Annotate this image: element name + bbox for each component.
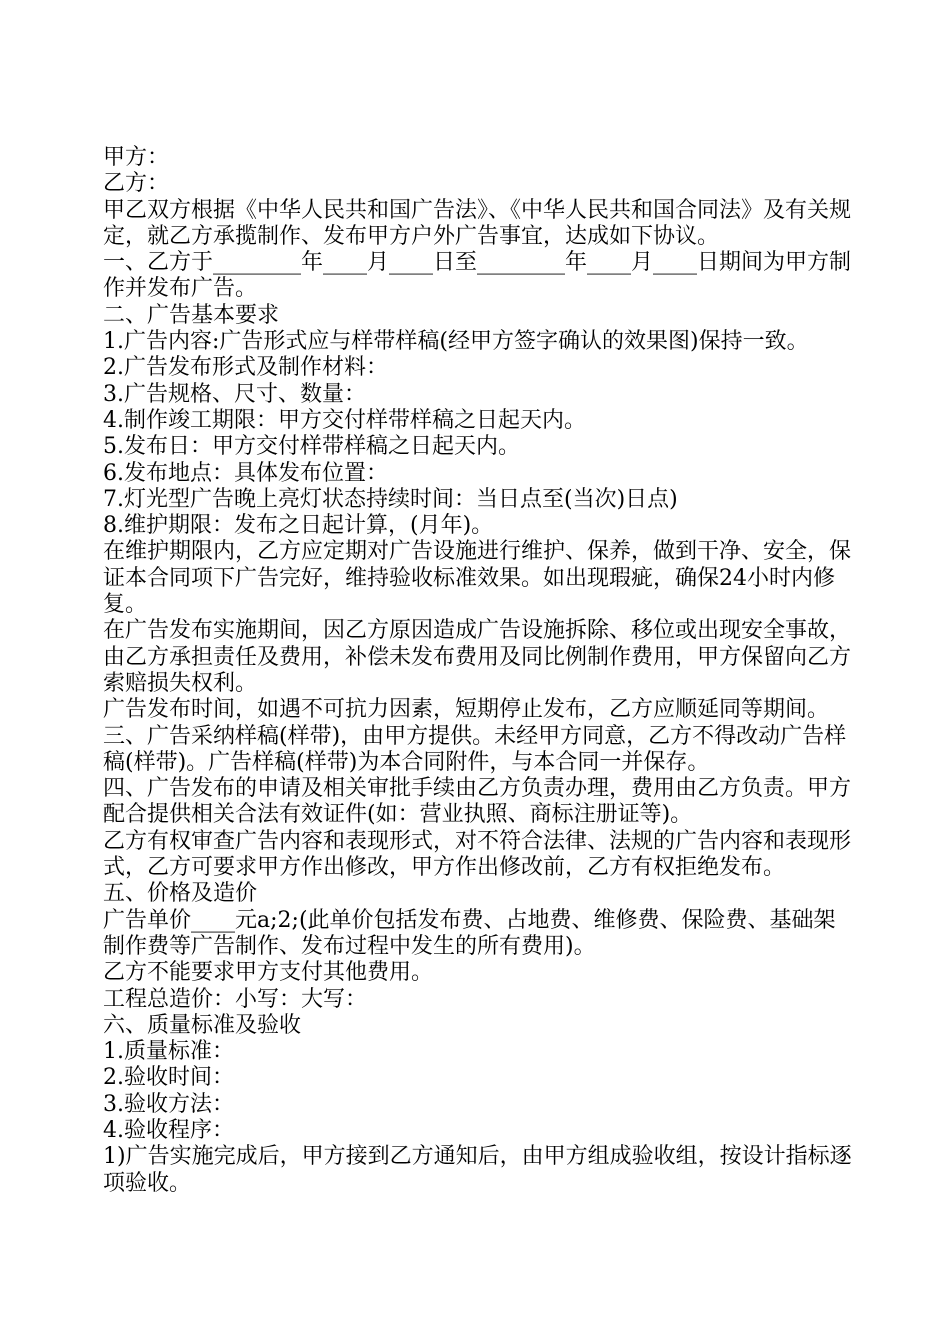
contract-document — [103, 145, 855, 1197]
preamble-paragraph: 甲乙双方根据《中华人民共和国广告法》、《中华人民共和国合同法》及有关规定，就乙方承揽制作、发布甲方户外广告事宜，达成如下协议。 — [103, 197, 852, 249]
item-maintenance-period: 8.维护期限：发布之日起计算，(月年)。 — [103, 513, 494, 539]
item-publish-date: 5.发布日：甲方交付样带样稿之日起天内。 — [103, 434, 520, 460]
maintenance-paragraph: 在维护期限内，乙方应定期对广告设施进行维护、保养，做到干净、安全，保证本合同项下广告完好，维持验收标准效果。如出现瑕疵，确保24小时内修复。 — [103, 539, 852, 618]
review-rights-paragraph: 乙方有权审查广告内容和表现形式，对不符合法律、法规的广告内容和表现形式，乙方可要求甲方作出修改，甲方作出修改前，乙方有权拒绝发布。 — [103, 828, 852, 881]
total-cost-line: 工程总造价：小写：大写： — [103, 986, 368, 1012]
item-acceptance-method: 3.验收方法： — [103, 1091, 234, 1117]
item-lighting-duration: 7.灯光型广告晚上亮灯状态持续时间：当日点至(当次)日点) — [103, 486, 678, 512]
no-extra-fees-line: 乙方不能要求甲方支付其他费用。 — [103, 960, 434, 986]
procedure-step-1: 1)广告实施完成后，甲方接到乙方通知后，由甲方组成验收组，按设计指标逐项验收。 — [103, 1144, 852, 1196]
item-ad-content: 1.广告内容:广告形式应与样带样稿(经甲方签字确认的效果图)保持一致。 — [103, 329, 809, 355]
section-2-heading: 二、广告基本要求 — [103, 302, 280, 328]
section-5-heading: 五、价格及造价 — [103, 881, 258, 907]
unit-price-paragraph: 广告单价____元a;2;(此单价包括发布费、占地费、维修费、保险费、基础架制作费等广告制作、发布过程中发生的所有费用)。 — [103, 907, 836, 959]
item-quality-standard: 1.质量标准： — [103, 1039, 234, 1065]
item-ad-specs: 3.广告规格、尺寸、数量： — [103, 381, 366, 407]
party-a-line: 甲方： — [103, 145, 170, 170]
item-ad-form-materials: 2.广告发布形式及制作材料： — [103, 355, 388, 381]
clause-1-period: 一、乙方于________年____月____日至________年____月____日期间为甲方制作并发布广告。 — [103, 250, 852, 302]
item-completion-deadline: 4.制作竣工期限：甲方交付样带样稿之日起天内。 — [103, 407, 586, 433]
item-publish-location: 6.发布地点：具体发布位置： — [103, 460, 388, 486]
item-acceptance-procedure: 4.验收程序： — [103, 1117, 234, 1143]
section-4-approval-paragraph: 四、广告发布的申请及相关审批手续由乙方负责办理，费用由乙方负责。甲方配合提供相关合法有效证件(如：营业执照、商标注册证等)。 — [103, 776, 852, 828]
item-acceptance-time: 2.验收时间： — [103, 1065, 234, 1091]
party-b-line: 乙方： — [103, 171, 170, 197]
section-6-heading: 六、质量标准及验收 — [103, 1012, 302, 1038]
liability-paragraph: 在广告发布实施期间，因乙方原因造成广告设施拆除、移位或出现安全事故，由乙方承担责任及费用，补偿未发布费用及同比例制作费用，甲方保留向乙方索赔损失权利。 — [103, 618, 852, 696]
section-3-sample-paragraph: 三、广告采纳样稿(样带)，由甲方提供。未经甲方同意，乙方不得改动广告样稿(样带)。广告样稿(样带)为本合同附件，与本合同一并保存。 — [103, 723, 847, 775]
force-majeure-paragraph: 广告发布时间，如遇不可抗力因素，短期停止发布，乙方应顺延同等期间。 — [103, 697, 830, 723]
